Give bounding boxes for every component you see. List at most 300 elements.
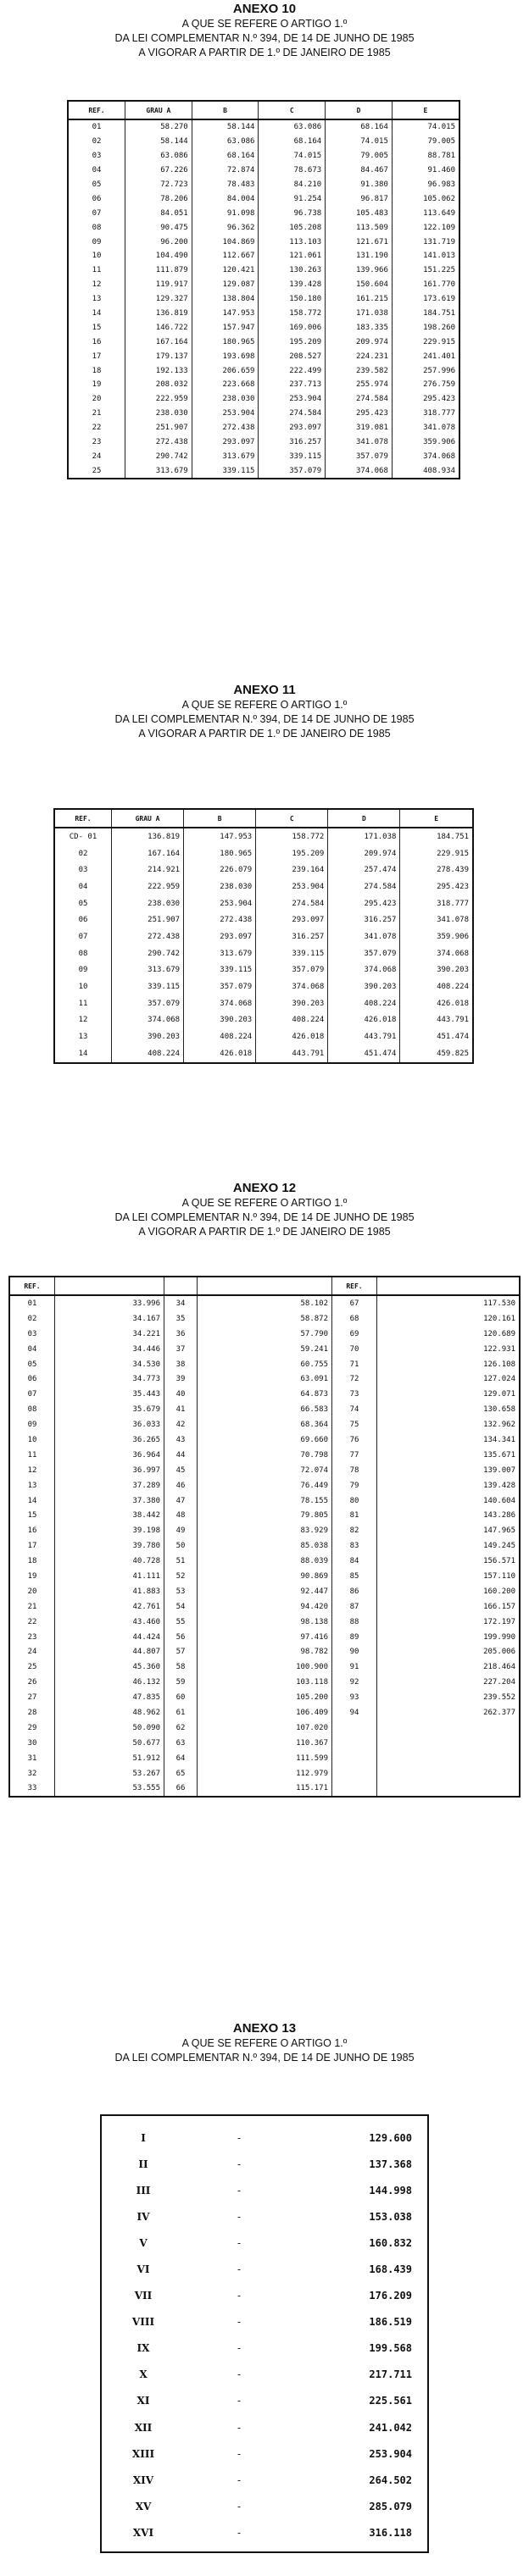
dash-cell: - bbox=[237, 2447, 242, 2460]
value-cell: 39.780 bbox=[55, 1538, 164, 1554]
value-cell: 58.102 bbox=[198, 1295, 332, 1311]
ref-cell: 47 bbox=[164, 1493, 198, 1509]
value-cell: 209.974 bbox=[328, 845, 400, 862]
value-cell: 341.078 bbox=[328, 928, 400, 945]
value-cell: 96.200 bbox=[125, 235, 192, 249]
value-cell: 120.161 bbox=[377, 1311, 521, 1327]
value-cell: 451.474 bbox=[328, 1045, 400, 1063]
ref-cell: 05 bbox=[9, 1357, 55, 1372]
ref-cell: 56 bbox=[164, 1630, 198, 1645]
ref-cell bbox=[332, 1766, 377, 1781]
ref-cell: 28 bbox=[9, 1705, 55, 1720]
annex-11-line2: DA LEI COMPLEMENTAR N.º 394, DE 14 DE JUNHO DE 1985 bbox=[114, 713, 415, 725]
value-cell: 129.071 bbox=[377, 1387, 521, 1402]
value-cell: 104.869 bbox=[192, 235, 259, 249]
ref-cell: 21 bbox=[68, 407, 125, 421]
value-cell: 63.086 bbox=[259, 119, 326, 135]
value-cell: 72.074 bbox=[198, 1463, 332, 1478]
value-cell: 132.962 bbox=[377, 1417, 521, 1432]
table-row bbox=[9, 1357, 520, 1372]
ref-cell: 17 bbox=[9, 1538, 55, 1554]
table-row bbox=[101, 2203, 428, 2230]
value-cell: 120.689 bbox=[377, 1327, 521, 1342]
value-cell: 253.904 bbox=[256, 878, 328, 895]
ref-cell: 54 bbox=[164, 1599, 198, 1615]
table-row bbox=[68, 191, 459, 206]
ref-cell: 10 bbox=[54, 978, 112, 995]
ref-cell: 08 bbox=[9, 1402, 55, 1417]
ref-cell: 46 bbox=[164, 1478, 198, 1493]
table-row bbox=[54, 861, 473, 878]
value-cell: 426.018 bbox=[184, 1045, 256, 1063]
value-cell: 42.761 bbox=[55, 1599, 164, 1615]
ref-cell: 48 bbox=[164, 1508, 198, 1523]
table-row bbox=[101, 2230, 428, 2256]
ref-cell: 08 bbox=[68, 220, 125, 235]
table-row bbox=[101, 2493, 428, 2519]
level-cell: V bbox=[139, 2236, 148, 2249]
table-header-row bbox=[68, 101, 459, 119]
value-cell: 357.079 bbox=[259, 463, 326, 479]
ref-cell: 12 bbox=[54, 1012, 112, 1029]
value-cell: 35.443 bbox=[55, 1387, 164, 1402]
ref-cell: 33 bbox=[9, 1781, 55, 1798]
header-col-2: B bbox=[184, 809, 256, 828]
ref-cell: 03 bbox=[54, 861, 112, 878]
value-cell: 341.078 bbox=[400, 911, 473, 928]
table-row bbox=[54, 945, 473, 962]
table-row bbox=[68, 292, 459, 307]
value-cell: 126.108 bbox=[377, 1357, 521, 1372]
value-cell: 209.974 bbox=[326, 335, 393, 349]
value-cell: 374.068 bbox=[328, 962, 400, 979]
dash-cell: - bbox=[237, 2526, 242, 2539]
value-cell: 34.446 bbox=[55, 1342, 164, 1357]
value-cell: 359.906 bbox=[400, 928, 473, 945]
value-cell: 359.906 bbox=[392, 435, 459, 450]
value-cell: 74.015 bbox=[259, 149, 326, 163]
value-cell: 139.428 bbox=[259, 278, 326, 292]
table-row bbox=[54, 962, 473, 979]
value-cell: 229.915 bbox=[392, 335, 459, 349]
ref-cell: 66 bbox=[164, 1781, 198, 1798]
value-cell: 121.061 bbox=[259, 249, 326, 263]
table-row bbox=[9, 1766, 520, 1781]
value-cell: 272.438 bbox=[192, 421, 259, 435]
table-row bbox=[54, 845, 473, 862]
annex-10-line3: A VIGORAR A PARTIR DE 1.º DE JANEIRO DE 1985 bbox=[138, 47, 391, 58]
ref-cell: 11 bbox=[68, 263, 125, 278]
value-cell: 341.078 bbox=[392, 421, 459, 435]
value-cell bbox=[377, 1781, 521, 1798]
value-cell: 141.013 bbox=[392, 249, 459, 263]
annex-12 bbox=[0, 1181, 529, 1793]
annex-12-header bbox=[0, 1181, 529, 1239]
table-row bbox=[9, 1615, 520, 1630]
table-row bbox=[68, 449, 459, 463]
value-cell: 293.097 bbox=[256, 911, 328, 928]
value-cell: 290.742 bbox=[125, 449, 192, 463]
value-cell: 374.068 bbox=[184, 995, 256, 1012]
value-cell: 224.231 bbox=[326, 349, 393, 363]
value-cell: 76.449 bbox=[198, 1478, 332, 1493]
ref-cell: 04 bbox=[68, 163, 125, 178]
ref-cell: 24 bbox=[9, 1644, 55, 1659]
value-cell: 316.257 bbox=[256, 928, 328, 945]
value-cell: 357.079 bbox=[184, 978, 256, 995]
value-cell: 113.103 bbox=[259, 235, 326, 249]
level-cell: XII bbox=[134, 2421, 153, 2434]
value-cell: 443.791 bbox=[256, 1045, 328, 1063]
table-row bbox=[68, 320, 459, 335]
ref-cell: 65 bbox=[164, 1766, 198, 1781]
ref-cell: 20 bbox=[68, 392, 125, 407]
dash-cell: - bbox=[237, 2342, 242, 2355]
dash-cell: - bbox=[237, 2236, 242, 2249]
dash-cell: - bbox=[237, 2474, 242, 2486]
ref-cell: 12 bbox=[68, 278, 125, 292]
value-cell: 46.132 bbox=[55, 1675, 164, 1690]
table-row bbox=[54, 878, 473, 895]
value-cell: 295.423 bbox=[400, 878, 473, 895]
value-cell: 105.208 bbox=[259, 220, 326, 235]
value-cell: 92.447 bbox=[198, 1584, 332, 1599]
ref-cell: 32 bbox=[9, 1766, 55, 1781]
value-cell: 96.362 bbox=[192, 220, 259, 235]
value-cell: 193.698 bbox=[192, 349, 259, 363]
value-cell: 157.110 bbox=[377, 1569, 521, 1584]
value-cell: 290.742 bbox=[112, 945, 184, 962]
value-cell: 139.966 bbox=[326, 263, 393, 278]
value-cell: 63.086 bbox=[125, 149, 192, 163]
ref-cell: 05 bbox=[54, 895, 112, 912]
value-cell: 293.097 bbox=[259, 421, 326, 435]
ref-cell: 74 bbox=[332, 1402, 377, 1417]
value-cell: 274.584 bbox=[259, 407, 326, 421]
annex-12-line1: A QUE SE REFERE O ARTIGO 1.º bbox=[181, 1197, 348, 1209]
value-cell: 199.568 bbox=[369, 2342, 412, 2355]
ref-cell: 10 bbox=[9, 1432, 55, 1448]
value-cell: 147.965 bbox=[377, 1523, 521, 1538]
value-cell bbox=[377, 1766, 521, 1781]
ref-cell: 02 bbox=[68, 135, 125, 149]
value-cell: 143.286 bbox=[377, 1508, 521, 1523]
value-cell: 122.931 bbox=[377, 1342, 521, 1357]
level-cell: XVI bbox=[132, 2526, 154, 2539]
table-row bbox=[9, 1463, 520, 1478]
value-cell: 339.115 bbox=[192, 463, 259, 479]
ref-cell: 69 bbox=[332, 1327, 377, 1342]
value-cell: 208.032 bbox=[125, 378, 192, 392]
value-cell: 161.215 bbox=[326, 292, 393, 307]
value-cell: 134.341 bbox=[377, 1432, 521, 1448]
annex-13-title: ANEXO 13 bbox=[232, 2021, 297, 2036]
annex-12-line3: A VIGORAR A PARTIR DE 1.º DE JANEIRO DE 1985 bbox=[138, 1226, 391, 1238]
value-cell: 119.917 bbox=[125, 278, 192, 292]
annex-10-header bbox=[0, 2, 529, 60]
value-cell: 173.619 bbox=[392, 292, 459, 307]
ref-cell: 84 bbox=[332, 1554, 377, 1569]
header-ref: REF. bbox=[54, 809, 112, 828]
ref-cell: 94 bbox=[332, 1705, 377, 1720]
value-cell: 169.006 bbox=[259, 320, 326, 335]
table-row bbox=[101, 2283, 428, 2309]
ref-cell: 06 bbox=[9, 1371, 55, 1387]
value-cell: 161.770 bbox=[392, 278, 459, 292]
ref-cell: 50 bbox=[164, 1538, 198, 1554]
dash-cell: - bbox=[237, 2184, 242, 2197]
ref-cell: 23 bbox=[68, 435, 125, 450]
ref-cell: 10 bbox=[68, 249, 125, 263]
value-cell: 160.200 bbox=[377, 1584, 521, 1599]
ref-cell: 51 bbox=[164, 1554, 198, 1569]
level-cell: X bbox=[139, 2368, 148, 2381]
annex-13-line1: A QUE SE REFERE O ARTIGO 1.º bbox=[181, 2037, 348, 2049]
value-cell: 78.673 bbox=[259, 163, 326, 178]
value-cell: 135.671 bbox=[377, 1448, 521, 1463]
value-cell: 274.584 bbox=[256, 895, 328, 912]
value-cell: 113.509 bbox=[326, 220, 393, 235]
value-cell: 146.722 bbox=[125, 320, 192, 335]
value-cell: 180.965 bbox=[184, 845, 256, 862]
ref-cell: 08 bbox=[54, 945, 112, 962]
value-cell: 318.777 bbox=[392, 407, 459, 421]
ref-cell: 41 bbox=[164, 1402, 198, 1417]
ref-cell: 42 bbox=[164, 1417, 198, 1432]
ref-cell: 23 bbox=[9, 1630, 55, 1645]
value-cell: 41.111 bbox=[55, 1569, 164, 1584]
ref-cell: 11 bbox=[9, 1448, 55, 1463]
value-cell: 40.728 bbox=[55, 1554, 164, 1569]
ref-cell: 30 bbox=[9, 1736, 55, 1751]
dash-cell: - bbox=[237, 2158, 242, 2170]
ref-cell: 25 bbox=[9, 1659, 55, 1675]
table-row bbox=[9, 1478, 520, 1493]
table-row bbox=[9, 1751, 520, 1766]
ref-cell: 93 bbox=[332, 1690, 377, 1705]
annex-11-line3: A VIGORAR A PARTIR DE 1.º DE JANEIRO DE 1985 bbox=[138, 728, 391, 740]
ref-cell: 19 bbox=[68, 378, 125, 392]
table-row bbox=[9, 1387, 520, 1402]
value-cell: 150.180 bbox=[259, 292, 326, 307]
ref-cell: 59 bbox=[164, 1675, 198, 1690]
value-cell: 74.015 bbox=[326, 135, 393, 149]
ref-cell: 07 bbox=[9, 1387, 55, 1402]
value-cell: 274.584 bbox=[326, 392, 393, 407]
value-cell: 105.483 bbox=[326, 206, 393, 220]
ref-cell: 58 bbox=[164, 1659, 198, 1675]
table-row bbox=[68, 349, 459, 363]
level-cell: IV bbox=[136, 2210, 150, 2223]
ref-cell: 04 bbox=[54, 878, 112, 895]
annex-13-header bbox=[0, 2021, 529, 2065]
value-cell: 137.368 bbox=[369, 2158, 412, 2170]
table-row bbox=[68, 407, 459, 421]
ref-cell: 72 bbox=[332, 1371, 377, 1387]
value-cell: 83.929 bbox=[198, 1523, 332, 1538]
ref-cell: 09 bbox=[68, 235, 125, 249]
value-cell: 50.677 bbox=[55, 1736, 164, 1751]
ref-cell: CD- 01 bbox=[54, 828, 112, 845]
value-cell: 374.068 bbox=[112, 1012, 184, 1029]
header-value-2 bbox=[198, 1277, 332, 1295]
value-cell: 199.990 bbox=[377, 1630, 521, 1645]
ref-cell: 78 bbox=[332, 1463, 377, 1478]
ref-cell: 03 bbox=[9, 1327, 55, 1342]
value-cell: 341.078 bbox=[326, 435, 393, 450]
ref-cell: 77 bbox=[332, 1448, 377, 1463]
ref-cell: 81 bbox=[332, 1508, 377, 1523]
value-cell: 150.604 bbox=[326, 278, 393, 292]
value-cell: 313.679 bbox=[112, 962, 184, 979]
ref-cell: 91 bbox=[332, 1659, 377, 1675]
table-row bbox=[9, 1523, 520, 1538]
value-cell: 36.964 bbox=[55, 1448, 164, 1463]
level-cell: VII bbox=[134, 2290, 153, 2302]
table-row bbox=[68, 235, 459, 249]
value-cell: 276.759 bbox=[392, 378, 459, 392]
ref-cell: 75 bbox=[332, 1417, 377, 1432]
value-cell: 253.904 bbox=[192, 407, 259, 421]
header-col-4: D bbox=[328, 809, 400, 828]
value-cell: 36.997 bbox=[55, 1463, 164, 1478]
table-row bbox=[68, 463, 459, 479]
value-cell: 74.015 bbox=[392, 119, 459, 135]
level-cell: IX bbox=[136, 2342, 150, 2355]
annex-10-table bbox=[67, 100, 460, 479]
value-cell: 313.679 bbox=[125, 463, 192, 479]
header-col-2: B bbox=[192, 101, 259, 119]
value-cell: 241.042 bbox=[369, 2421, 412, 2434]
value-cell: 147.953 bbox=[192, 307, 259, 321]
value-cell: 408.224 bbox=[328, 995, 400, 1012]
ref-cell: 21 bbox=[9, 1599, 55, 1615]
annex-12-table bbox=[8, 1276, 521, 1798]
table-row bbox=[101, 2309, 428, 2335]
value-cell: 171.038 bbox=[326, 307, 393, 321]
ref-cell: 53 bbox=[164, 1584, 198, 1599]
annex-13-table bbox=[100, 2114, 429, 2553]
value-cell: 98.138 bbox=[198, 1615, 332, 1630]
value-cell: 60.755 bbox=[198, 1357, 332, 1372]
value-cell: 88.781 bbox=[392, 149, 459, 163]
value-cell: 53.555 bbox=[55, 1781, 164, 1798]
value-cell: 158.772 bbox=[256, 828, 328, 845]
value-cell: 35.679 bbox=[55, 1402, 164, 1417]
value-cell: 47.835 bbox=[55, 1690, 164, 1705]
ref-cell: 83 bbox=[332, 1538, 377, 1554]
ref-cell: 49 bbox=[164, 1523, 198, 1538]
table-row bbox=[9, 1402, 520, 1417]
value-cell: 120.421 bbox=[192, 263, 259, 278]
ref-cell: 13 bbox=[9, 1478, 55, 1493]
dash-cell: - bbox=[237, 2421, 242, 2434]
value-cell: 157.947 bbox=[192, 320, 259, 335]
value-cell bbox=[377, 1736, 521, 1751]
dash-cell: - bbox=[237, 2131, 242, 2144]
value-cell: 58.872 bbox=[198, 1311, 332, 1327]
value-cell: 84.210 bbox=[259, 178, 326, 192]
table-row bbox=[54, 828, 473, 845]
header-value-3 bbox=[377, 1277, 521, 1295]
value-cell: 103.118 bbox=[198, 1675, 332, 1690]
ref-cell bbox=[332, 1720, 377, 1736]
ref-cell: 40 bbox=[164, 1387, 198, 1402]
ref-cell bbox=[332, 1781, 377, 1798]
value-cell: 195.209 bbox=[256, 845, 328, 862]
value-cell: 96.738 bbox=[259, 206, 326, 220]
ref-cell: 07 bbox=[68, 206, 125, 220]
level-cell: XIV bbox=[132, 2474, 154, 2486]
ref-cell: 24 bbox=[68, 449, 125, 463]
header-ref-3: REF. bbox=[332, 1277, 377, 1295]
value-cell: 374.068 bbox=[400, 945, 473, 962]
value-cell: 390.203 bbox=[256, 995, 328, 1012]
value-cell: 208.527 bbox=[259, 349, 326, 363]
value-cell: 113.649 bbox=[392, 206, 459, 220]
value-cell: 278.439 bbox=[400, 861, 473, 878]
value-cell: 223.668 bbox=[192, 378, 259, 392]
value-cell: 237.713 bbox=[259, 378, 326, 392]
value-cell: 238.030 bbox=[112, 895, 184, 912]
value-cell: 156.571 bbox=[377, 1554, 521, 1569]
value-cell: 262.377 bbox=[377, 1705, 521, 1720]
table-row bbox=[68, 178, 459, 192]
value-cell: 295.423 bbox=[392, 392, 459, 407]
value-cell: 139.428 bbox=[377, 1478, 521, 1493]
ref-cell: 03 bbox=[68, 149, 125, 163]
table-row bbox=[9, 1736, 520, 1751]
value-cell: 319.081 bbox=[326, 421, 393, 435]
value-cell: 107.020 bbox=[198, 1720, 332, 1736]
header-ref-2 bbox=[164, 1277, 198, 1295]
value-cell: 451.474 bbox=[400, 1028, 473, 1045]
value-cell: 36.265 bbox=[55, 1432, 164, 1448]
ref-cell: 04 bbox=[9, 1342, 55, 1357]
table-row bbox=[9, 1554, 520, 1569]
value-cell: 78.483 bbox=[192, 178, 259, 192]
value-cell: 238.030 bbox=[184, 878, 256, 895]
value-cell: 72.874 bbox=[192, 163, 259, 178]
value-cell: 167.164 bbox=[112, 845, 184, 862]
ref-cell: 55 bbox=[164, 1615, 198, 1630]
table-row bbox=[68, 335, 459, 349]
value-cell: 129.087 bbox=[192, 278, 259, 292]
table-row bbox=[54, 928, 473, 945]
value-cell: 111.599 bbox=[198, 1751, 332, 1766]
table-row bbox=[101, 2151, 428, 2177]
value-cell: 67.226 bbox=[125, 163, 192, 178]
level-cell: III bbox=[136, 2184, 151, 2197]
level-cell: VIII bbox=[131, 2316, 155, 2329]
table-row bbox=[68, 206, 459, 220]
ref-cell: 64 bbox=[164, 1751, 198, 1766]
value-cell: 34.773 bbox=[55, 1371, 164, 1387]
ref-cell: 01 bbox=[9, 1295, 55, 1311]
value-cell: 408.224 bbox=[184, 1028, 256, 1045]
ref-cell: 29 bbox=[9, 1720, 55, 1736]
value-cell: 241.401 bbox=[392, 349, 459, 363]
value-cell: 225.561 bbox=[369, 2395, 412, 2407]
table-row bbox=[68, 392, 459, 407]
ref-cell: 73 bbox=[332, 1387, 377, 1402]
value-cell: 70.798 bbox=[198, 1448, 332, 1463]
value-cell: 318.777 bbox=[400, 895, 473, 912]
table-row bbox=[101, 2440, 428, 2467]
value-cell: 122.109 bbox=[392, 220, 459, 235]
table-row bbox=[9, 1630, 520, 1645]
value-cell: 205.006 bbox=[377, 1644, 521, 1659]
